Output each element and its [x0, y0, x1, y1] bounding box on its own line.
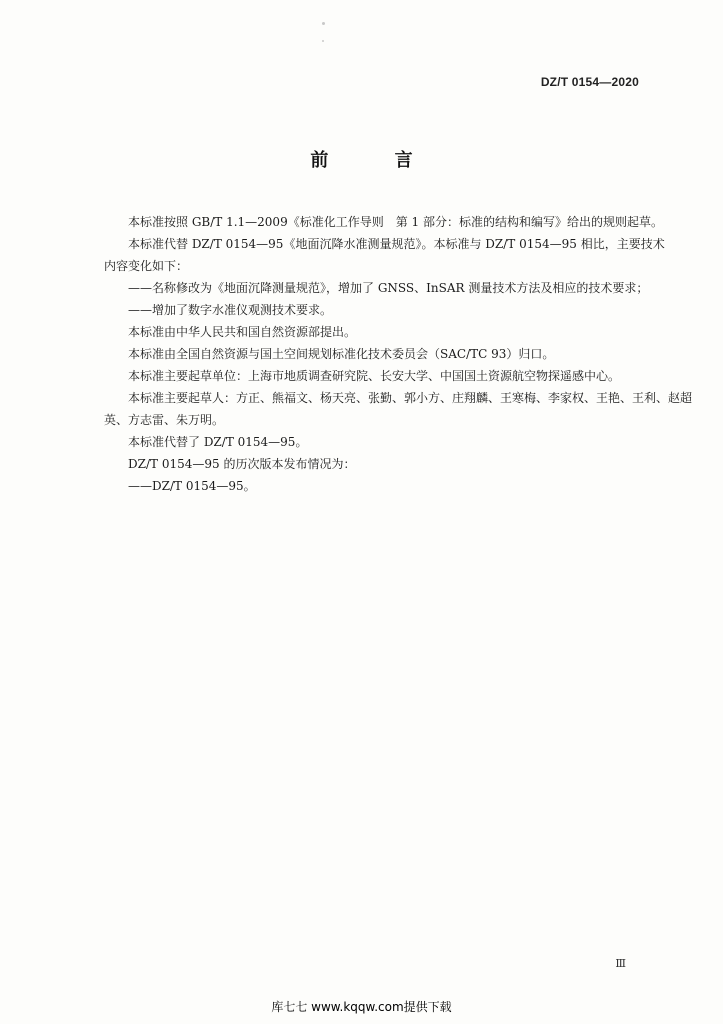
- paragraph: [80, 475, 644, 497]
- text-line: 本标准由中华人民共和国自然资源部提出。: [128, 325, 357, 339]
- text-line: ——DZ/T 0154—95。: [128, 479, 256, 493]
- text-line: ——增加了数字水准仪观测技术要求。: [128, 303, 333, 317]
- paragraph: [80, 365, 644, 387]
- text-line: 本标准由全国自然资源与国土空间规划标准化技术委员会（SAC/TC 93）归口。: [128, 347, 555, 361]
- paragraph: [80, 299, 644, 321]
- text-line: DZ/T 0154—95 的历次版本发布情况为：: [128, 457, 356, 471]
- paragraph: [80, 321, 644, 343]
- foreword-body: [104, 211, 693, 497]
- text-line: 本标准按照 GB/T 1.1—2009《标准化工作导则 第 1 部分：标准的结构和编写》给出的规则起草。: [128, 215, 663, 229]
- scan-speck: [322, 22, 325, 25]
- text-line: 本标准代替了 DZ/T 0154—95。: [128, 435, 308, 449]
- paragraph: [80, 453, 644, 475]
- paragraph: [80, 233, 665, 277]
- standard-code: DZ/T 0154—2020: [540, 75, 639, 89]
- text-line: 本标准代替 DZ/T 0154—95《地面沉降水准测量规范》。本标准与 DZ/T 0154—95 相比，主要技术: [128, 237, 665, 251]
- paragraph: [80, 211, 663, 233]
- paragraph: [80, 277, 649, 299]
- paragraph: [80, 343, 644, 365]
- text-line: 英、方志雷、朱万明。: [104, 413, 225, 427]
- paragraph: [80, 387, 693, 431]
- paragraph: [80, 431, 644, 453]
- text-line: 内容变化如下：: [104, 259, 189, 273]
- text-line: ——名称修改为《地面沉降测量规范》，增加了 GNSS、InSAR 测量技术方法及相应的技术要求；: [128, 281, 649, 295]
- page-title: 前 言: [310, 150, 443, 171]
- text-line: 本标准主要起草人：方正、熊福文、杨天亮、张勤、郭小方、庄翔麟、王寒梅、李家权、王艳、王利、赵超: [128, 391, 693, 405]
- text-line: 本标准主要起草单位：上海市地质调查研究院、长安大学、中国国土资源航空物探遥感中心。: [128, 369, 621, 383]
- download-footer: 库七七 www.kqqw.com提供下载: [271, 1000, 452, 1014]
- page-number: Ⅲ: [615, 957, 626, 970]
- scan-speck: [322, 40, 324, 42]
